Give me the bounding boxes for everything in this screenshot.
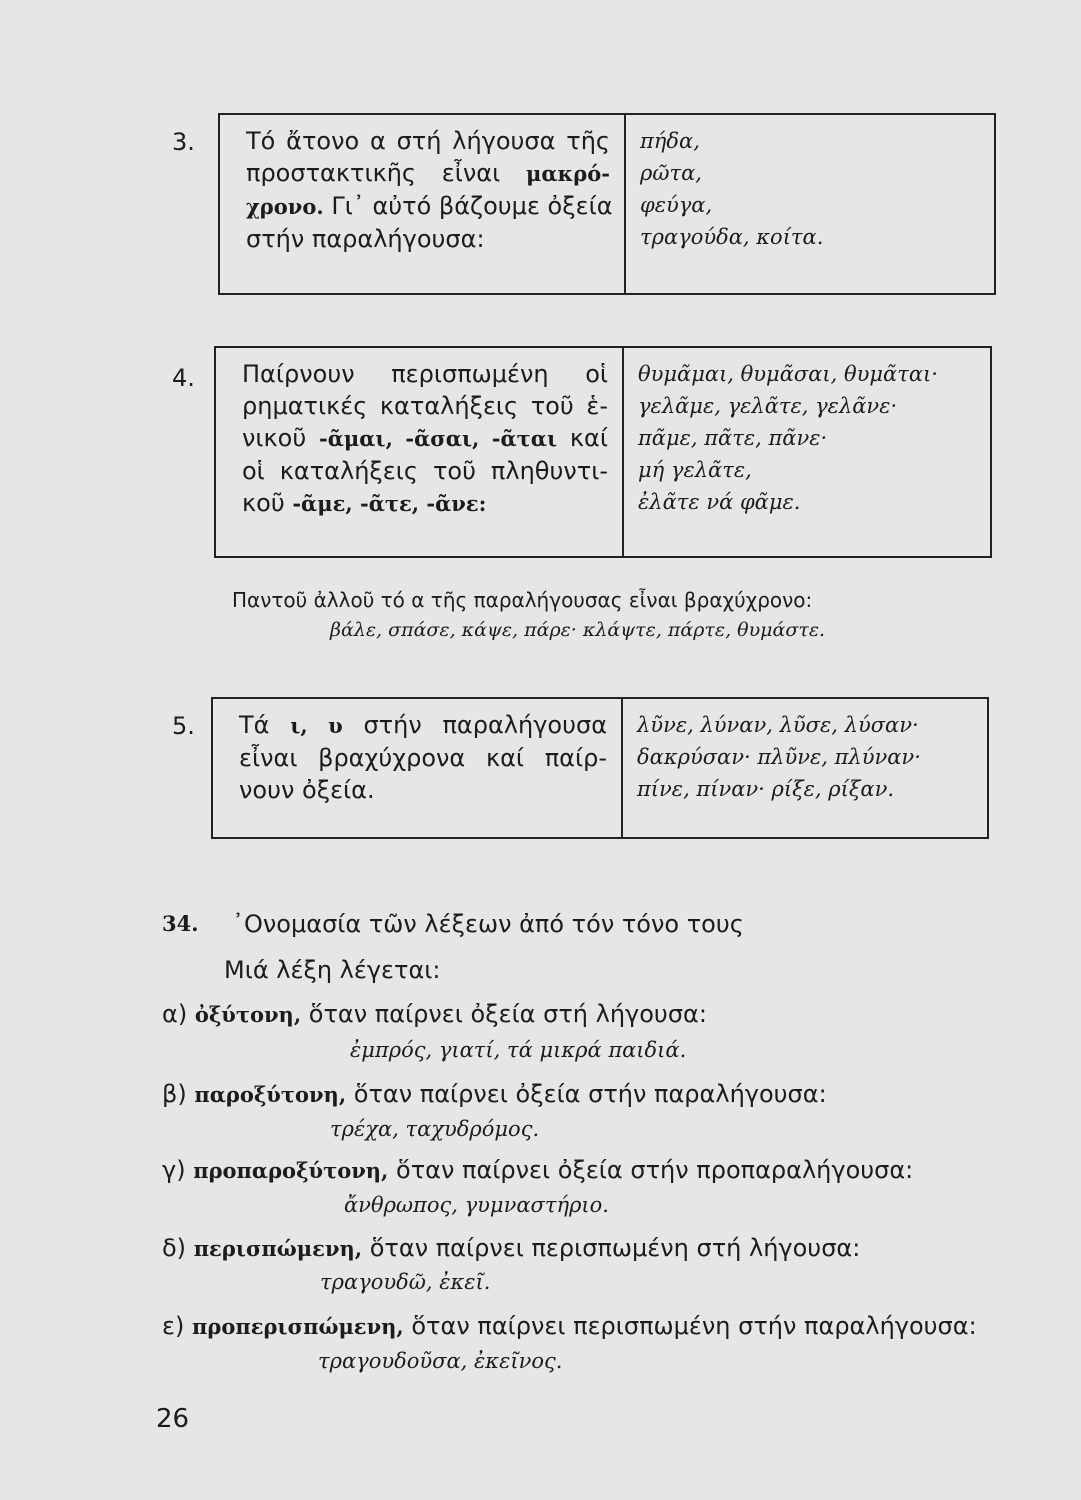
rule-5-example-2: δακρύσαν· πλῦνε, πλύναν·: [637, 745, 921, 769]
definition-d-desc: ὅταν παίρνει περισπωμένη στή λήγουσα:: [369, 1234, 861, 1262]
rule-4-box: [214, 346, 992, 558]
definition-a: [162, 1000, 707, 1028]
rule-4-example-1: θυμᾶμαι, θυμᾶσαι, θυμᾶται·: [638, 362, 938, 386]
section-number: 34.: [162, 911, 199, 936]
rule-5-line-1-end: στήν παραλήγουσα: [342, 711, 608, 739]
rule-5-line-1-text: Τά: [239, 711, 291, 739]
rule-3-example-4: τραγούδα, κοίτα.: [640, 225, 824, 249]
rule-3-line-1: Τό ἄτονο α στή λήγουσα τῆς: [246, 127, 610, 155]
definition-c-term: προπαροξύτονη,: [193, 1158, 389, 1183]
rule-3-example-1: πήδα,: [640, 129, 700, 153]
definition-b-desc: ὅταν παίρνει ὀξεία στήν παραλήγουσα:: [353, 1080, 827, 1108]
page-number: 26: [156, 1404, 190, 1434]
rule-4-line-2: ρηματικές καταλήξεις τοῦ ἑ-: [242, 392, 608, 420]
rule-3-line-4: στήν παραλήγουσα:: [246, 225, 485, 253]
rule-3-example-3: φεύγα,: [640, 193, 713, 217]
rule-3-bold-term: μακρό-: [526, 161, 610, 186]
rule-5-number: 5.: [172, 712, 195, 740]
definition-c-examples: ἄνθρωπος, γυμναστήριο.: [344, 1193, 609, 1217]
rule-4-line-4: οἱ καταλήξεις τοῦ πληθυντι-: [242, 457, 608, 485]
rule-4-line-1: Παίρνουν περισπωμένη οἱ: [242, 360, 608, 388]
rule-3-examples: [626, 115, 833, 293]
definition-a-term: ὀξύτονη,: [194, 1002, 302, 1027]
rule-3-example-2: ρῶτα,: [640, 161, 702, 185]
rule-3-text: [220, 115, 626, 293]
definition-b-examples: τρέχα, ταχυδρόμος.: [330, 1117, 540, 1141]
rule-4-text: [216, 348, 624, 556]
rule-4-number: 4.: [172, 364, 195, 392]
definition-e-term: προπερισπώμενη,: [191, 1314, 404, 1339]
rule-3-line-3-text: Γι᾽ αὐτό βάζουμε ὀξεία: [323, 192, 613, 220]
definition-c-desc: ὅταν παίρνει ὀξεία στήν προπαραλήγουσα:: [396, 1156, 914, 1184]
rule-5-text: [213, 699, 623, 837]
note-examples: βάλε, σπάσε, κάψε, πάρε· κλάψτε, πάρτε, θυμάστε.: [330, 619, 826, 641]
definition-e-desc: ὅταν παίρνει περισπωμένη στήν παραλήγουσα:: [411, 1312, 977, 1340]
rule-4-bold-plural: -ᾶμε, -ᾶτε, -ᾶνε:: [292, 491, 487, 516]
rule-4-examples: [624, 348, 948, 556]
rule-5-line-3: νουν ὀξεία.: [239, 776, 375, 804]
rule-4-example-3: πᾶμε, πᾶτε, πᾶνε·: [638, 426, 828, 450]
rule-4-example-4: μή γελᾶτε,: [638, 458, 752, 482]
note-text: Παντοῦ ἀλλοῦ τό α τῆς παραλήγουσας εἶναι βραχύχρονο:: [232, 588, 813, 612]
rule-4-line-3-text: νικοῦ: [242, 424, 320, 452]
definition-e-marker: ε): [162, 1312, 185, 1340]
rule-4-example-2: γελᾶμε, γελᾶτε, γελᾶνε·: [638, 394, 898, 418]
rule-3-number: 3.: [172, 128, 195, 156]
rule-4-line-5: [242, 487, 608, 520]
definition-b-marker: β): [162, 1080, 187, 1108]
section-title: ᾿Ονομασία τῶν λέξεων ἀπό τόν τόνο τους: [232, 910, 744, 938]
rule-4-line-5-text: κοῦ: [242, 489, 293, 517]
rule-5-example-1: λῦνε, λύναν, λῦσε, λύσαν·: [637, 713, 919, 737]
rule-4-example-5: ἐλᾶτε νά φᾶμε.: [638, 490, 801, 514]
rule-5-examples: [623, 699, 931, 837]
rule-3-line-2-text: προστακτικῆς εἶναι: [246, 159, 527, 187]
definition-e: [162, 1312, 977, 1340]
definition-b: [162, 1080, 827, 1108]
rule-4-bold-singular: -ᾶμαι, -ᾶσαι, -ᾶται: [319, 426, 558, 451]
definition-d-marker: δ): [162, 1234, 187, 1262]
definition-d: [162, 1234, 860, 1262]
definition-d-examples: τραγουδῶ, ἐκεῖ.: [320, 1270, 491, 1294]
definition-a-examples: ἐμπρός, γιατί, τά μικρά παιδιά.: [350, 1038, 687, 1062]
definition-b-term: παροξύτονη,: [194, 1082, 347, 1107]
definition-c-marker: γ): [162, 1156, 186, 1184]
rule-5-line-2: εἶναι βραχύχρονα καί παίρ-: [239, 744, 607, 772]
rule-5-box: [211, 697, 989, 839]
definition-a-marker: α): [162, 1000, 188, 1028]
rule-5-line-1: [239, 709, 607, 742]
definition-e-examples: τραγουδοῦσα, ἐκεῖνος.: [318, 1349, 563, 1373]
rule-4-line-3: [242, 422, 608, 455]
rule-3-line-2: [246, 157, 610, 190]
rule-5-example-3: πίνε, πίναν· ρίξε, ρίξαν.: [637, 777, 895, 801]
definition-c: [162, 1156, 913, 1184]
section-intro: Μιά λέξη λέγεται:: [224, 956, 441, 984]
rule-3-bold-term-end: χρονο.: [246, 194, 324, 219]
rule-3-box: [218, 113, 996, 295]
rule-3-line-3: [246, 190, 613, 223]
rule-4-line-3-end: καί: [557, 424, 608, 452]
definition-d-term: περισπώμενη,: [193, 1236, 363, 1261]
definition-a-desc: ὅταν παίρνει ὀξεία στή λήγουσα:: [308, 1000, 707, 1028]
rule-5-bold-letters: ι, υ: [290, 713, 343, 738]
